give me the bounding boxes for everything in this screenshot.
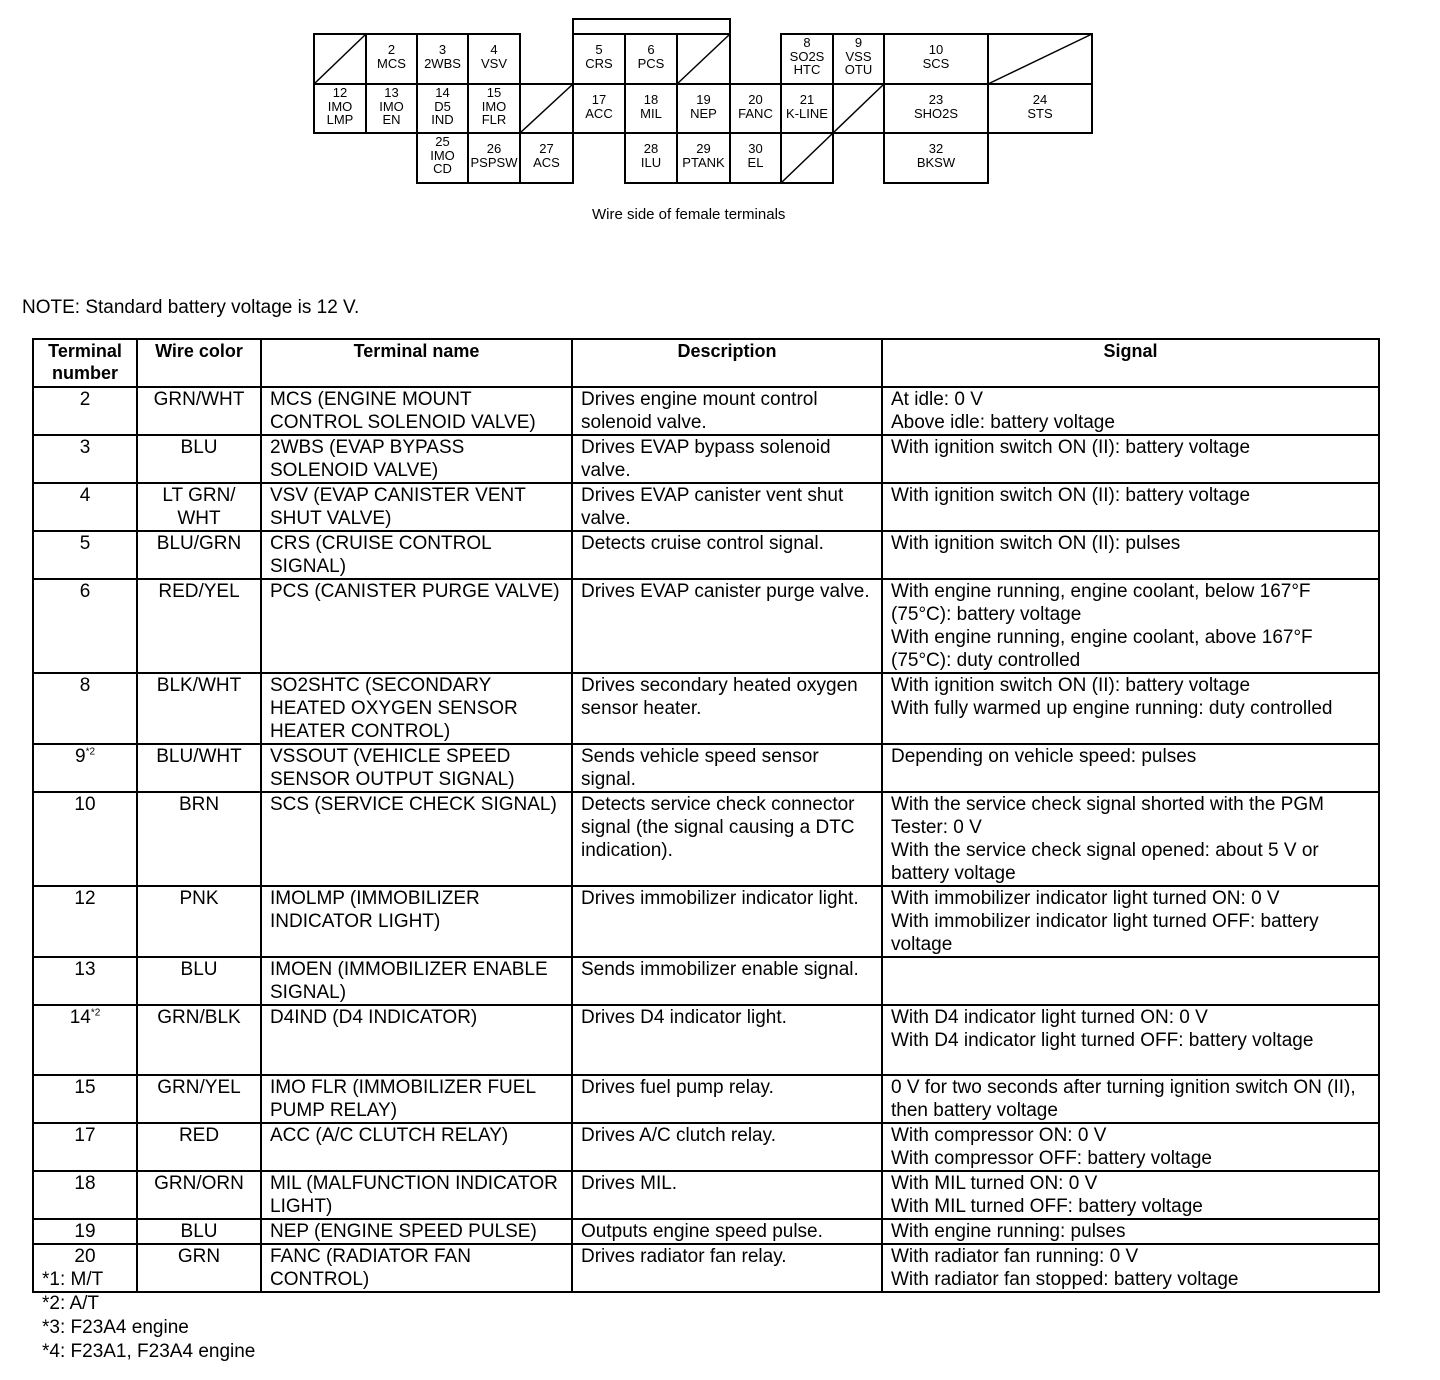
description-cell-text: Drives engine mount control solenoid valve. xyxy=(581,389,818,433)
terminal-label: SHO2S xyxy=(913,106,959,121)
terminal-number: 27 xyxy=(539,141,554,156)
wire-color-cell xyxy=(137,673,261,744)
terminal-label-line2: LMP xyxy=(326,112,354,127)
signal-cell-text: With ignition switch ON (II): battery voltage xyxy=(891,437,1251,458)
description-cell-text: Drives EVAP canister vent shut valve. xyxy=(581,485,844,529)
description-cell xyxy=(572,1171,882,1219)
signal-cell xyxy=(882,1244,1379,1292)
description-cell xyxy=(572,1123,882,1171)
table-row xyxy=(33,1123,1379,1171)
terminal-label: SCS xyxy=(922,56,950,71)
wire-color-cell xyxy=(137,1005,261,1075)
signal-cell-text: 0 V for two seconds after turning ignition switch ON (II), then battery voltage xyxy=(891,1077,1356,1121)
wire-color-cell-text: GRN/BLK xyxy=(157,1007,241,1028)
terminal-number: 4 xyxy=(490,42,498,57)
footnote-marker: *2 xyxy=(85,746,96,758)
terminal-name-cell-text: VSSOUT (VEHICLE SPEED SENSOR OUTPUT SIGNAL) xyxy=(270,746,515,790)
terminal-name-cell xyxy=(261,579,572,673)
terminal-number: 2 xyxy=(387,42,396,57)
empty-terminal-slash xyxy=(314,34,366,84)
table-row xyxy=(33,886,1379,957)
terminal-name-cell xyxy=(261,1123,572,1171)
terminal-number-cell xyxy=(33,1123,137,1171)
terminal-label: IMO xyxy=(430,148,455,163)
signal-cell xyxy=(882,792,1379,886)
terminal-label: FANC xyxy=(738,106,773,121)
terminal-name-cell xyxy=(261,1075,572,1123)
terminal-number-cell xyxy=(33,1219,137,1244)
wire-color-cell xyxy=(137,579,261,673)
terminal-name-cell-text: IMO FLR (IMMOBILIZER FUEL PUMP RELAY) xyxy=(270,1077,536,1121)
empty-terminal-slash xyxy=(988,34,1092,84)
signal-cell xyxy=(882,744,1379,792)
wire-color-cell xyxy=(137,1171,261,1219)
terminal-name-cell xyxy=(261,792,572,886)
terminal-name-cell xyxy=(261,531,572,579)
terminal-label: IMO xyxy=(481,99,507,114)
table-row xyxy=(33,1171,1379,1219)
terminal-label-line2: FLR xyxy=(481,112,507,127)
signal-cell xyxy=(882,579,1379,673)
table-row xyxy=(33,387,1379,435)
terminal-label: PTANK xyxy=(682,155,725,170)
terminal-name-cell xyxy=(261,886,572,957)
description-cell xyxy=(572,579,882,673)
terminal-number: 15 xyxy=(486,85,502,100)
description-cell-text: Detects cruise control signal. xyxy=(581,533,824,554)
description-cell xyxy=(572,744,882,792)
terminal-label-line2: CD xyxy=(433,161,452,176)
terminal-number-cell xyxy=(33,579,137,673)
table-row xyxy=(33,744,1379,792)
terminal-label-line2: IND xyxy=(431,112,454,127)
description-cell xyxy=(572,435,882,483)
signal-cell-text: With the service check signal shorted with the PGM Tester: 0 V With the service check signal opened: about 5 V or battery voltage xyxy=(891,794,1324,884)
terminal-label-line2: EN xyxy=(382,112,401,127)
wire-color-cell xyxy=(137,957,261,1005)
terminal-number-cell xyxy=(33,886,137,957)
wire-color-cell-text: GRN xyxy=(177,1246,221,1267)
empty-terminal-slash xyxy=(781,133,833,183)
terminal-number: 3 xyxy=(438,42,447,57)
signal-cell-text: With ignition switch ON (II): pulses xyxy=(891,533,1181,554)
table-row xyxy=(33,1005,1379,1075)
signal-cell-text: With D4 indicator light turned ON: 0 V With D4 indicator light turned OFF: battery voltage xyxy=(891,1007,1314,1051)
terminal-name-cell-text: MCS (ENGINE MOUNT CONTROL SOLENOID VALVE) xyxy=(270,389,536,433)
description-cell xyxy=(572,387,882,435)
terminal-label: STS xyxy=(1027,106,1053,121)
footnote: *1: M/T xyxy=(42,1269,104,1290)
terminal-name-cell-text: SCS (SERVICE CHECK SIGNAL) xyxy=(270,794,557,815)
description-cell-text: Sends immobilizer enable signal. xyxy=(581,959,859,980)
signal-cell-text: With MIL turned ON: 0 V With MIL turned OFF: battery voltage xyxy=(891,1173,1203,1217)
terminal-number-cell-text: 13 xyxy=(74,959,96,980)
terminal-number: 19 xyxy=(696,92,711,107)
terminal-number-cell xyxy=(33,673,137,744)
terminal-number: 28 xyxy=(643,141,659,156)
terminal-label: NEP xyxy=(690,106,717,121)
terminal-number: 24 xyxy=(1032,92,1048,107)
footnote-marker: *2 xyxy=(90,1007,101,1019)
table-row xyxy=(33,957,1379,1005)
wire-color-cell-text: BLU/WHT xyxy=(156,746,242,767)
signal-cell xyxy=(882,531,1379,579)
terminal-label: MIL xyxy=(640,106,662,121)
wire-color-cell xyxy=(137,435,261,483)
terminal-number: 30 xyxy=(748,141,763,156)
terminal-name-cell xyxy=(261,957,572,1005)
description-cell-text: Drives immobilizer indicator light. xyxy=(581,888,859,909)
terminal-number: 12 xyxy=(332,85,348,100)
description-cell xyxy=(572,957,882,1005)
terminal-label: EL xyxy=(747,155,764,170)
signal-cell-text: Depending on vehicle speed: pulses xyxy=(891,746,1197,767)
terminal-number: 20 xyxy=(748,92,763,107)
terminal-name-cell xyxy=(261,1171,572,1219)
terminal-label: 2WBS xyxy=(424,56,461,71)
terminal-number-cell-text: 17 xyxy=(74,1125,96,1146)
terminal-name-cell xyxy=(261,435,572,483)
terminal-number: 5 xyxy=(595,42,603,57)
terminal-number-cell-text: 3 xyxy=(79,437,91,458)
signal-cell-text: With engine running: pulses xyxy=(891,1221,1126,1242)
terminal-label: IMO xyxy=(327,99,353,114)
terminal-label: IMO xyxy=(379,99,404,114)
terminal-number-cell-text: 8 xyxy=(79,675,91,696)
terminal-number-cell-text: 19 xyxy=(74,1221,96,1242)
wire-color-cell-text: LT GRN/ WHT xyxy=(162,485,236,529)
terminal-name-cell xyxy=(261,1005,572,1075)
signal-cell xyxy=(882,673,1379,744)
terminal-label: ACS xyxy=(533,155,560,170)
description-cell-text: Drives EVAP canister purge valve. xyxy=(581,581,870,602)
description-cell-text: Detects service check connector signal (the signal causing a DTC indication). xyxy=(581,794,855,861)
table-header-row xyxy=(33,339,1379,387)
terminal-number-cell xyxy=(33,387,137,435)
description-cell xyxy=(572,1244,882,1292)
header-terminal-number: Terminal number xyxy=(33,339,137,387)
terminal-number: 14 xyxy=(435,85,450,100)
terminal-name-cell-text: ACC (A/C CLUTCH RELAY) xyxy=(270,1125,509,1146)
terminal-number: 18 xyxy=(643,92,659,107)
signal-cell xyxy=(882,1075,1379,1123)
terminal-label-line2: OTU xyxy=(844,62,873,77)
terminal-label: PSPSW xyxy=(470,155,518,170)
terminal-name-cell-text: CRS (CRUISE CONTROL SIGNAL) xyxy=(270,533,491,577)
description-cell-text: Drives radiator fan relay. xyxy=(581,1246,787,1267)
terminal-number-cell-text: 5 xyxy=(79,533,91,554)
terminal-number-cell xyxy=(33,744,137,792)
signal-cell xyxy=(882,1005,1379,1075)
terminal-number-cell-text: 20 xyxy=(74,1246,96,1267)
signal-cell xyxy=(882,1123,1379,1171)
description-cell-text: Drives fuel pump relay. xyxy=(581,1077,774,1098)
terminal-label: SO2S xyxy=(789,49,825,64)
signal-cell xyxy=(882,957,1379,1005)
wire-color-cell-text: PNK xyxy=(179,888,219,909)
description-cell xyxy=(572,1005,882,1075)
signal-cell xyxy=(882,387,1379,435)
wire-color-cell xyxy=(137,1219,261,1244)
wire-color-cell xyxy=(137,387,261,435)
terminal-name-cell-text: MIL (MALFUNCTION INDICATOR LIGHT) xyxy=(270,1173,558,1217)
description-cell-text: Drives MIL. xyxy=(581,1173,678,1194)
terminal-label: BKSW xyxy=(916,155,956,170)
terminal-name-cell-text: FANC (RADIATOR FAN CONTROL) xyxy=(270,1246,471,1290)
table-row xyxy=(33,435,1379,483)
wire-color-cell xyxy=(137,483,261,531)
terminal-number-cell-text: 2 xyxy=(79,389,91,410)
terminal-name-cell-text: VSV (EVAP CANISTER VENT SHUT VALVE) xyxy=(270,485,526,529)
description-cell-text: Outputs engine speed pulse. xyxy=(581,1221,823,1242)
terminal-name-cell xyxy=(261,673,572,744)
description-cell-text: Drives secondary heated oxygen sensor heater. xyxy=(581,675,858,719)
terminal-number-cell-text: 10 xyxy=(74,794,96,815)
terminal-name-cell-text: SO2SHTC (SECONDARY HEATED OXYGEN SENSOR HEATER CONTROL) xyxy=(270,675,518,742)
terminal-name-cell xyxy=(261,744,572,792)
terminal-number: 17 xyxy=(591,92,607,107)
signal-cell-text: With ignition switch ON (II): battery voltage With fully warmed up engine running: duty controlled xyxy=(891,675,1333,719)
terminal-number-cell-text: 12 xyxy=(74,888,96,909)
signal-cell xyxy=(882,1171,1379,1219)
terminal-number: 32 xyxy=(928,141,944,156)
terminal-number-cell xyxy=(33,957,137,1005)
terminal-label: CRS xyxy=(585,56,613,71)
terminal-name-cell xyxy=(261,1219,572,1244)
terminal-label: VSV xyxy=(480,56,508,71)
wire-color-cell-text: BLU xyxy=(180,959,218,980)
terminal-name-cell-text: PCS (CANISTER PURGE VALVE) xyxy=(270,581,560,602)
wire-color-cell-text: GRN/ORN xyxy=(154,1173,244,1194)
header-terminal-name: Terminal name xyxy=(261,339,572,387)
header-description: Description xyxy=(572,339,882,387)
terminal-number: 6 xyxy=(647,42,655,57)
signal-cell xyxy=(882,1219,1379,1244)
terminal-number-cell xyxy=(33,1075,137,1123)
table-row xyxy=(33,673,1379,744)
wire-color-cell xyxy=(137,1075,261,1123)
wire-color-cell xyxy=(137,792,261,886)
terminal-number-cell-text: 6 xyxy=(79,581,91,602)
terminal-number: 25 xyxy=(435,134,450,149)
empty-terminal-slash xyxy=(520,84,573,133)
terminal-number: 21 xyxy=(799,92,815,107)
signal-cell-text: With radiator fan running: 0 V With radiator fan stopped: battery voltage xyxy=(891,1246,1239,1290)
terminal-name-cell xyxy=(261,387,572,435)
table-row xyxy=(33,792,1379,886)
terminal-number-cell xyxy=(33,1171,137,1219)
terminal-label-line2: HTC xyxy=(793,62,821,77)
wire-color-cell xyxy=(137,531,261,579)
signal-cell xyxy=(882,435,1379,483)
terminal-table xyxy=(32,338,1380,1293)
footnote: *2: A/T xyxy=(42,1293,100,1314)
terminal-label: MCS xyxy=(377,56,406,71)
terminal-number-cell xyxy=(33,531,137,579)
terminal-number-cell-text: 15 xyxy=(74,1077,96,1098)
description-cell xyxy=(572,1075,882,1123)
signal-cell xyxy=(882,886,1379,957)
terminal-label: ACC xyxy=(585,106,613,121)
footnote: *4: F23A1, F23A4 engine xyxy=(42,1341,256,1362)
table-row xyxy=(33,483,1379,531)
description-cell xyxy=(572,673,882,744)
terminal-number: 10 xyxy=(928,42,944,57)
terminal-label: K-LINE xyxy=(786,106,828,121)
connector-diagram xyxy=(310,16,1100,192)
signal-cell-text: With engine running, engine coolant, below 167°F (75°C): battery voltage With engine running, engine coolant, above 167°F (75°C): duty controlled xyxy=(891,581,1313,671)
description-cell-text: Sends vehicle speed sensor signal. xyxy=(581,746,819,790)
wire-color-cell-text: BLK/WHT xyxy=(156,675,242,696)
terminal-number: 8 xyxy=(803,35,811,50)
terminal-number-cell xyxy=(33,483,137,531)
terminal-label: ILU xyxy=(640,155,662,170)
terminal-label: VSS xyxy=(845,49,872,64)
terminal-number: 29 xyxy=(696,141,711,156)
terminal-number-cell xyxy=(33,792,137,886)
description-cell xyxy=(572,531,882,579)
description-cell-text: Drives D4 indicator light. xyxy=(581,1007,787,1028)
table-row xyxy=(33,1075,1379,1123)
empty-terminal-slash xyxy=(677,34,730,84)
signal-cell-text: With compressor ON: 0 V With compressor OFF: battery voltage xyxy=(891,1125,1212,1169)
terminal-name-cell xyxy=(261,1244,572,1292)
signal-cell-text: With ignition switch ON (II): battery voltage xyxy=(891,485,1251,506)
wire-color-cell-text: GRN/WHT xyxy=(153,389,245,410)
terminal-number: 9 xyxy=(854,35,863,50)
signal-cell xyxy=(882,483,1379,531)
signal-cell-text: At idle: 0 V Above idle: battery voltage xyxy=(891,389,1115,433)
terminal-number: 26 xyxy=(486,141,502,156)
table-row xyxy=(33,1219,1379,1244)
terminal-name-cell-text: IMOLMP (IMMOBILIZER INDICATOR LIGHT) xyxy=(270,888,480,932)
description-cell xyxy=(572,792,882,886)
wire-color-cell-text: GRN/YEL xyxy=(157,1077,241,1098)
terminal-name-cell-text: IMOEN (IMMOBILIZER ENABLE SIGNAL) xyxy=(270,959,548,1003)
description-cell xyxy=(572,886,882,957)
connector-tab xyxy=(573,19,730,34)
wire-color-cell-text: RED/YEL xyxy=(158,581,240,602)
terminal-name-cell-text: NEP (ENGINE SPEED PULSE) xyxy=(270,1221,537,1242)
terminal-name-cell-text: 2WBS (EVAP BYPASS SOLENOID VALVE) xyxy=(270,437,465,481)
terminal-label: D5 xyxy=(434,99,451,114)
description-cell xyxy=(572,483,882,531)
wire-color-cell-text: BLU/GRN xyxy=(156,533,242,554)
terminal-number-cell xyxy=(33,1005,137,1075)
description-cell-text: Drives A/C clutch relay. xyxy=(581,1125,776,1146)
footnotes xyxy=(42,1268,255,1364)
terminal-name-cell-text: D4IND (D4 INDICATOR) xyxy=(270,1007,478,1028)
description-cell xyxy=(572,1219,882,1244)
wire-color-cell xyxy=(137,744,261,792)
footnote: *3: F23A4 engine xyxy=(42,1317,189,1338)
wire-color-cell-text: RED xyxy=(178,1125,220,1146)
terminal-label: PCS xyxy=(637,56,665,71)
voltage-note: NOTE: Standard battery voltage is 12 V. xyxy=(22,297,360,318)
wire-color-cell xyxy=(137,1123,261,1171)
terminal-number-cell xyxy=(33,435,137,483)
terminal-number-cell-text: 18 xyxy=(74,1173,96,1194)
signal-cell-text: With immobilizer indicator light turned ON: 0 V With immobilizer indicator light turned OFF: battery voltage xyxy=(891,888,1319,955)
terminal-number-cell-text: 14 xyxy=(69,1007,91,1028)
connector-caption: Wire side of female terminals xyxy=(592,206,786,223)
description-cell-text: Drives EVAP bypass solenoid valve. xyxy=(581,437,831,481)
table-row xyxy=(33,531,1379,579)
empty-terminal-slash xyxy=(833,84,884,133)
wire-color-cell-text: BLU xyxy=(180,1221,218,1242)
header-wire-color: Wire color xyxy=(137,339,261,387)
terminal-number-cell-text: 9 xyxy=(74,746,86,767)
table-row xyxy=(33,579,1379,673)
terminal-number: 13 xyxy=(384,85,399,100)
terminal-number-cell-text: 4 xyxy=(79,485,91,506)
header-signal: Signal xyxy=(882,339,1379,387)
wire-color-cell-text: BLU xyxy=(180,437,218,458)
wire-color-cell xyxy=(137,886,261,957)
terminal-number: 23 xyxy=(928,92,944,107)
wire-color-cell-text: BRN xyxy=(178,794,220,815)
terminal-name-cell xyxy=(261,483,572,531)
